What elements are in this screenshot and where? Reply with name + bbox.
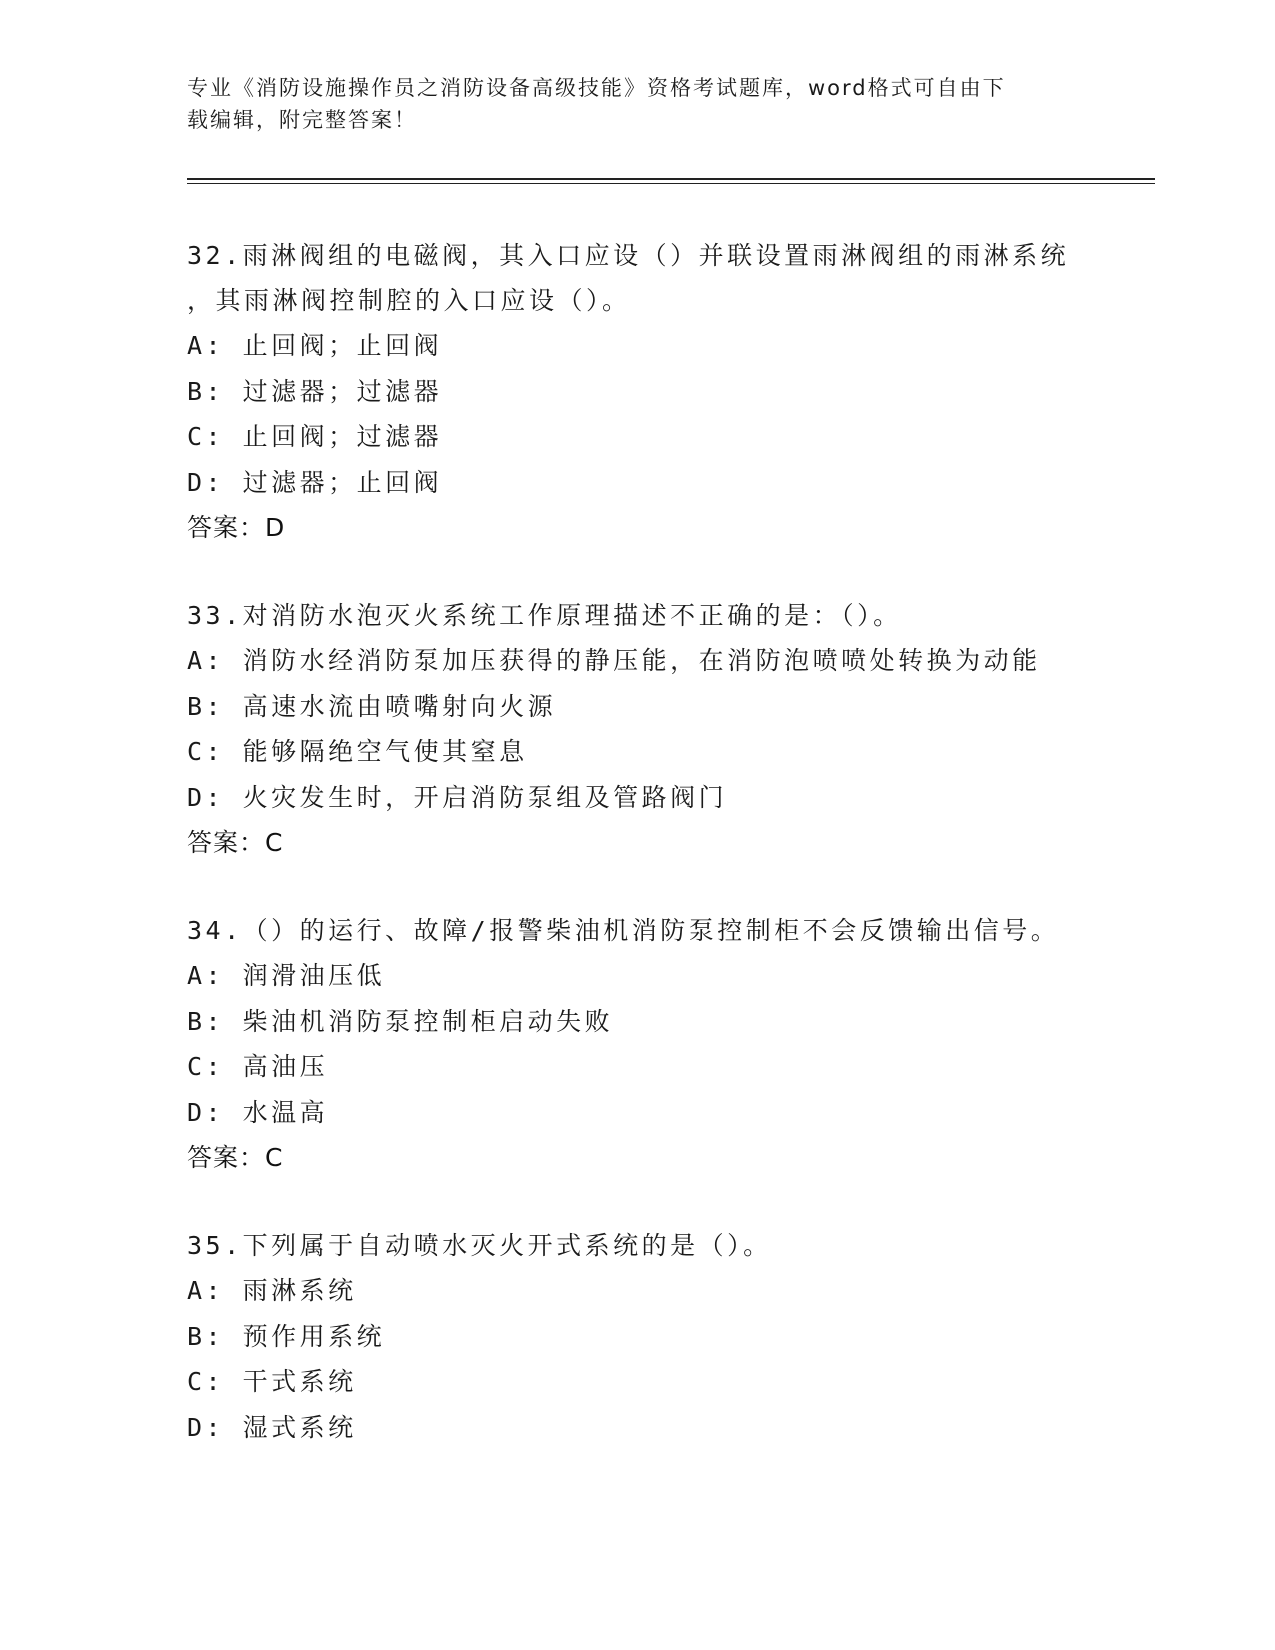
option-a: A: 雨淋系统 bbox=[187, 1276, 357, 1305]
intro-line-1: 专业《消防设施操作员之消防设备高级技能》资格考试题库，word格式可自由下 bbox=[187, 76, 1006, 100]
question-stem-line: 34.（）的运行、故障/报警柴油机消防泵控制柜不会反馈输出信号。 bbox=[187, 916, 1060, 945]
option-c: C: 高油压 bbox=[187, 1052, 329, 1081]
question-stem-line: ，其雨淋阀控制腔的入口应设（）。 bbox=[187, 286, 631, 315]
question-33 bbox=[187, 593, 1155, 865]
option-a: A: 润滑油压低 bbox=[187, 961, 386, 990]
option-b: B: 预作用系统 bbox=[187, 1321, 386, 1351]
option-c: C: 干式系统 bbox=[187, 1367, 357, 1396]
option-d: D: 湿式系统 bbox=[187, 1412, 357, 1442]
option-a: A: 消防水经消防泵加压获得的静压能，在消防泡喷喷处转换为动能 bbox=[187, 646, 1041, 675]
answer: 答案：C bbox=[187, 828, 284, 857]
option-b: B: 柴油机消防泵控制柜启动失败 bbox=[187, 1006, 614, 1036]
question-34 bbox=[187, 908, 1155, 1180]
header-divider-thick bbox=[187, 178, 1155, 180]
question-stem-line: 32.雨淋阀组的电磁阀，其入口应设（）并联设置雨淋阀组的雨淋系统 bbox=[187, 241, 1070, 270]
option-b: B: 过滤器；过滤器 bbox=[187, 376, 443, 406]
question-stem-line: 33.对消防水泡灭火系统工作原理描述不正确的是：（）。 bbox=[187, 601, 902, 630]
header-divider-thin bbox=[187, 183, 1155, 184]
option-d: D: 过滤器；止回阀 bbox=[187, 467, 443, 497]
question-list bbox=[187, 233, 1155, 1493]
intro-line-2: 载编辑，附完整答案！ bbox=[187, 108, 417, 132]
option-a: A: 止回阀；止回阀 bbox=[187, 331, 443, 360]
answer: 答案：D bbox=[187, 513, 286, 542]
option-d: D: 火灾发生时，开启消防泵组及管路阀门 bbox=[187, 782, 728, 812]
question-32 bbox=[187, 233, 1155, 550]
answer: 答案：C bbox=[187, 1143, 284, 1172]
option-c: C: 止回阀；过滤器 bbox=[187, 422, 443, 451]
option-d: D: 水温高 bbox=[187, 1097, 329, 1127]
question-35 bbox=[187, 1223, 1155, 1450]
option-b: B: 高速水流由喷嘴射向火源 bbox=[187, 691, 557, 721]
option-c: C: 能够隔绝空气使其窒息 bbox=[187, 737, 528, 766]
question-stem-line: 35.下列属于自动喷水灭火开式系统的是（）。 bbox=[187, 1231, 772, 1260]
document-intro bbox=[187, 72, 1067, 136]
